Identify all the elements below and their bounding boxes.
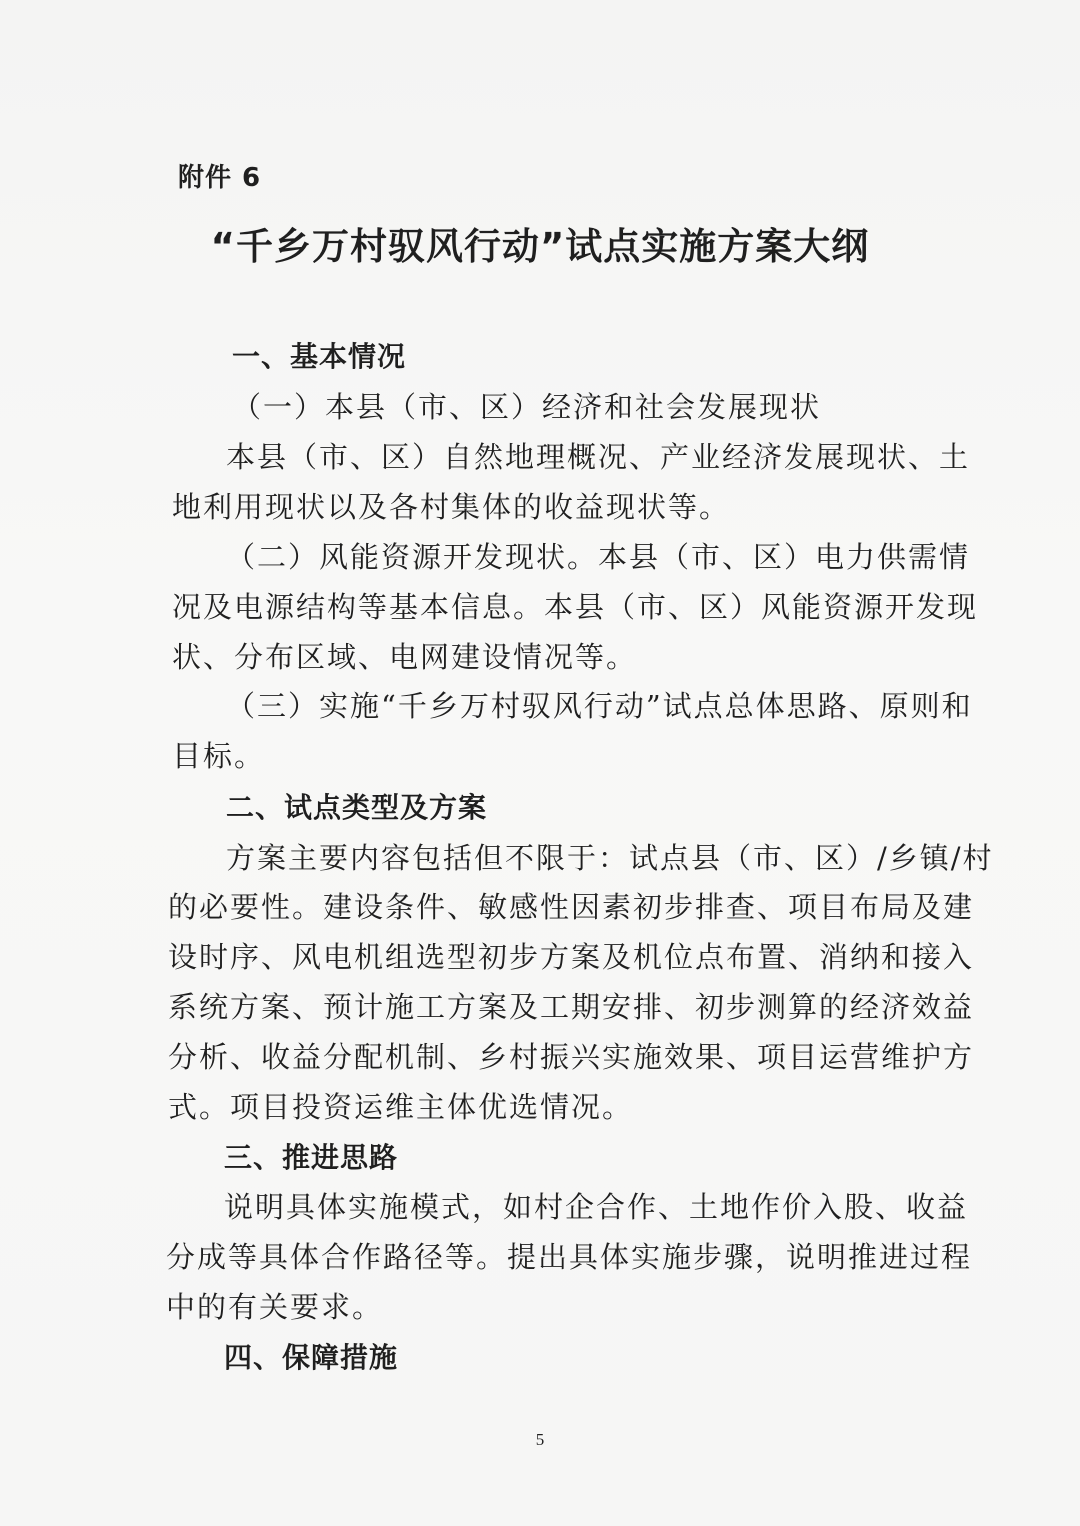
section-1-sub1-text-line: 本县（市、区）自然地理概况、产业经济发展现状、土	[226, 440, 971, 474]
section-2-line: 的必要性。建设条件、敏感性因素初步排查、项目布局及建	[168, 890, 975, 924]
document-title: “千乡万村驭风行动”试点实施方案大纲	[210, 225, 870, 268]
section-1-sub1-text-line: 地利用现状以及各村集体的收益现状等。	[172, 490, 731, 524]
page-number: 5	[535, 1430, 545, 1449]
section-3-heading: 三、推进思路	[224, 1141, 399, 1174]
section-2-line: 设时序、风电机组选型初步方案及机位点布置、消纳和接入	[168, 940, 975, 974]
section-2-line: 式。项目投资运维主体优选情况。	[168, 1090, 634, 1124]
section-3-line: 分成等具体合作路径等。提出具体实施步骤，说明推进过程	[166, 1240, 973, 1274]
section-4-heading: 四、保障措施	[224, 1341, 399, 1374]
section-2-line: 分析、收益分配机制、乡村振兴实施效果、项目运营维护方	[168, 1040, 975, 1074]
section-3-line: 说明具体实施模式，如村企合作、土地作价入股、收益	[224, 1190, 969, 1224]
section-3-line: 中的有关要求。	[166, 1290, 384, 1324]
section-1-sub3-line: 目标。	[172, 739, 266, 773]
section-2-heading: 二、试点类型及方案	[226, 791, 488, 824]
section-1-sub3-line: （三）实施“千乡万村驭风行动”试点总体思路、原则和	[226, 689, 973, 723]
section-1-sub1-heading: （一）本县（市、区）经济和社会发展现状	[232, 390, 822, 424]
section-1-sub2-line: 况及电源结构等基本信息。本县（市、区）风能资源开发现	[172, 590, 979, 624]
attachment-label: 附件 6	[178, 163, 262, 193]
section-2-line: 系统方案、预计施工方案及工期安排、初步测算的经济效益	[168, 990, 975, 1024]
section-2-line: 方案主要内容包括但不限于：试点县（市、区）/乡镇/村	[226, 841, 994, 875]
section-1-sub2-line: 状、分布区域、电网建设情况等。	[172, 640, 638, 674]
section-1-sub2-line: （二）风能资源开发现状。本县（市、区）电力供需情	[226, 540, 971, 574]
section-1-heading: 一、基本情况	[232, 340, 407, 373]
